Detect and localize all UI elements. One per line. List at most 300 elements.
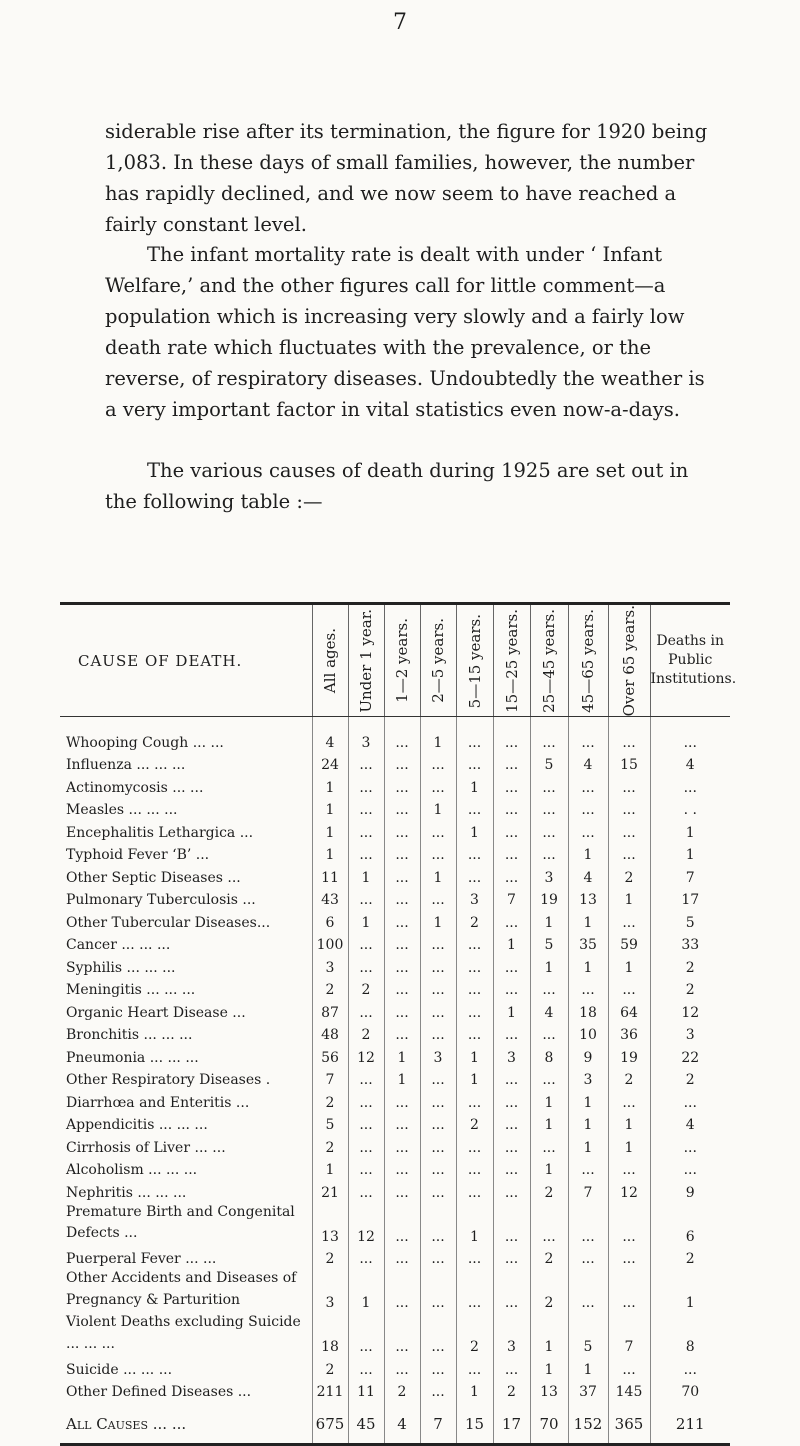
paragraph-1: siderable rise after its termination, the figure for 1920 being 1,083. In these days of small families, however, the number has rapidly declined, and we now seem to have reached a fairly constant level. <box>105 120 708 236</box>
value-cell: 2 <box>608 864 650 887</box>
table-row <box>60 1022 730 1045</box>
total-label: All Causes ... ... <box>60 1401 312 1444</box>
value-cell: 1 <box>456 1379 493 1402</box>
cause-cell: Suicide ... ... ... <box>66 1361 173 1378</box>
value-cell: 56 <box>312 1044 348 1067</box>
value-cell: ... <box>608 977 650 1000</box>
value-cell: ... <box>493 819 530 842</box>
value-cell: 2 <box>530 1246 568 1269</box>
value-cell: 6 <box>650 1202 730 1246</box>
value-cell: ... <box>493 842 530 865</box>
value-cell: 1 <box>650 819 730 842</box>
value-cell: 2 <box>530 1268 568 1312</box>
value-cell: ... <box>493 1246 530 1269</box>
value-cell: 1 <box>530 1089 568 1112</box>
total-cell: 4 <box>384 1401 420 1444</box>
value-cell: 2 <box>493 1379 530 1402</box>
value-cell: ... <box>384 887 420 910</box>
value-cell: ... <box>420 1134 456 1157</box>
column-header: 15—25 years. <box>493 604 530 717</box>
value-cell: 1 <box>568 954 608 977</box>
value-cell: ... <box>493 1179 530 1202</box>
value-cell: 24 <box>312 752 348 775</box>
value-cell: 18 <box>568 999 608 1022</box>
table-row <box>60 774 730 797</box>
table-body <box>60 717 730 1445</box>
table-row <box>60 977 730 1000</box>
value-cell: ... <box>608 797 650 820</box>
value-cell: ... <box>348 1157 384 1180</box>
value-cell: 145 <box>608 1379 650 1402</box>
value-cell: ... <box>348 774 384 797</box>
value-cell: 13 <box>530 1379 568 1402</box>
value-cell: ... <box>384 717 420 752</box>
table-row <box>60 1044 730 1067</box>
value-cell: 1 <box>420 797 456 820</box>
total-cell: 7 <box>420 1401 456 1444</box>
table-row <box>60 1356 730 1379</box>
table-row <box>60 1112 730 1135</box>
value-cell: ... <box>456 1022 493 1045</box>
value-cell: 1 <box>384 1067 420 1090</box>
value-cell: 1 <box>568 1134 608 1157</box>
value-cell: ... <box>420 932 456 955</box>
value-cell: 1 <box>312 1157 348 1180</box>
value-cell: ... <box>384 864 420 887</box>
value-cell: 17 <box>650 887 730 910</box>
value-cell: 1 <box>568 842 608 865</box>
value-cell: ... <box>493 797 530 820</box>
value-cell: 11 <box>312 864 348 887</box>
cause-cell: Violent Deaths excluding Suicide ... ... ... <box>66 1314 301 1352</box>
value-cell: ... <box>568 1268 608 1312</box>
value-cell: ... <box>420 954 456 977</box>
value-cell: 2 <box>650 1246 730 1269</box>
value-cell: 2 <box>348 977 384 1000</box>
table-row <box>60 819 730 842</box>
cause-cell: Other Tubercular Diseases... <box>66 914 271 931</box>
total-cell: 15 <box>456 1401 493 1444</box>
value-cell: ... <box>384 1179 420 1202</box>
value-cell: ... <box>420 819 456 842</box>
value-cell: ... <box>608 717 650 752</box>
value-cell: 1 <box>420 864 456 887</box>
value-cell: 48 <box>312 1022 348 1045</box>
value-cell: ... <box>493 1356 530 1379</box>
value-cell: 1 <box>530 1312 568 1356</box>
value-cell: 12 <box>608 1179 650 1202</box>
total-cell: 70 <box>530 1401 568 1444</box>
value-cell: ... <box>384 1022 420 1045</box>
value-cell: ... <box>348 1089 384 1112</box>
value-cell: 2 <box>650 1067 730 1090</box>
value-cell: ... <box>568 797 608 820</box>
column-header: 5—15 years. <box>456 604 493 717</box>
value-cell: ... <box>348 1246 384 1269</box>
table-row <box>60 717 730 752</box>
value-cell: 7 <box>568 1179 608 1202</box>
cause-cell: Nephritis ... ... ... <box>66 1184 187 1201</box>
value-cell: 33 <box>650 932 730 955</box>
value-cell: ... <box>420 1067 456 1090</box>
value-cell: ... <box>456 977 493 1000</box>
value-cell: 3 <box>312 1268 348 1312</box>
cause-cell: Diarrhœa and Enteritis ... <box>66 1094 250 1111</box>
value-cell: ... <box>608 1202 650 1246</box>
value-cell: 1 <box>456 1067 493 1090</box>
value-cell: ... <box>650 717 730 752</box>
value-cell: ... <box>530 1067 568 1090</box>
value-cell: 4 <box>650 752 730 775</box>
value-cell: ... <box>530 1022 568 1045</box>
value-cell: 2 <box>312 977 348 1000</box>
cause-cell: Other Septic Diseases ... <box>66 869 241 886</box>
value-cell: ... <box>530 977 568 1000</box>
value-cell: 1 <box>456 1044 493 1067</box>
value-cell: 100 <box>312 932 348 955</box>
cause-cell: Other Respiratory Diseases . <box>66 1072 271 1089</box>
value-cell: ... <box>384 752 420 775</box>
cause-cell: Encephalitis Lethargica ... <box>66 824 254 841</box>
paragraph-3: The various causes of death during 1925 are set out in the following table :— <box>105 459 689 513</box>
table-row <box>60 1246 730 1269</box>
value-cell: ... <box>530 842 568 865</box>
column-header: 2—5 years. <box>420 604 456 717</box>
value-cell: 1 <box>348 864 384 887</box>
table-row <box>60 842 730 865</box>
value-cell: 1 <box>456 819 493 842</box>
value-cell: ... <box>348 797 384 820</box>
table-row <box>60 1157 730 1180</box>
table-row <box>60 887 730 910</box>
value-cell: ... <box>568 774 608 797</box>
cause-cell: Cirrhosis of Liver ... ... <box>66 1139 226 1156</box>
cause-cell: Other Accidents and Diseases of Pregnancy & Parturition <box>66 1270 297 1308</box>
value-cell: ... <box>384 999 420 1022</box>
value-cell: 1 <box>608 954 650 977</box>
cause-cell: Pneumonia ... ... ... <box>66 1049 199 1066</box>
table-row <box>60 932 730 955</box>
value-cell: 5 <box>650 909 730 932</box>
value-cell: ... <box>456 999 493 1022</box>
value-cell: ... <box>493 1134 530 1157</box>
value-cell: 13 <box>312 1202 348 1246</box>
value-cell: ... <box>384 954 420 977</box>
value-cell: ... <box>530 797 568 820</box>
value-cell: 1 <box>568 1089 608 1112</box>
value-cell: ... <box>608 909 650 932</box>
value-cell: ... <box>384 842 420 865</box>
value-cell: ... <box>608 1356 650 1379</box>
value-cell: ... <box>456 842 493 865</box>
table-row <box>60 1268 730 1312</box>
value-cell: ... <box>384 819 420 842</box>
value-cell: ... <box>608 1157 650 1180</box>
value-cell: ... <box>608 774 650 797</box>
value-cell: 19 <box>530 887 568 910</box>
value-cell: ... <box>420 1356 456 1379</box>
cause-cell: Organic Heart Disease ... <box>66 1004 246 1021</box>
value-cell: ... <box>384 1312 420 1356</box>
value-cell: ... <box>608 1089 650 1112</box>
value-cell: 1 <box>530 954 568 977</box>
total-cell: 211 <box>650 1401 730 1444</box>
value-cell: 4 <box>650 1112 730 1135</box>
value-cell: 2 <box>608 1067 650 1090</box>
value-cell: ... <box>420 1202 456 1246</box>
value-cell: ... <box>384 932 420 955</box>
value-cell: 87 <box>312 999 348 1022</box>
value-cell: 1 <box>608 1134 650 1157</box>
value-cell: 3 <box>493 1312 530 1356</box>
cause-cell: Influenza ... ... ... <box>66 757 186 774</box>
value-cell: ... <box>384 1246 420 1269</box>
cause-cell: Alcoholism ... ... ... <box>66 1162 198 1179</box>
value-cell: ... <box>384 1356 420 1379</box>
value-cell: ... <box>420 1179 456 1202</box>
value-cell: ... <box>420 887 456 910</box>
value-cell: ... <box>456 954 493 977</box>
value-cell: 19 <box>608 1044 650 1067</box>
value-cell: ... <box>348 752 384 775</box>
value-cell: ... <box>456 1246 493 1269</box>
value-cell: 1 <box>530 1157 568 1180</box>
cause-cell: Typhoid Fever ‘B’ ... <box>66 847 210 864</box>
value-cell: ... <box>456 717 493 752</box>
value-cell: 12 <box>348 1202 384 1246</box>
value-cell: ... <box>384 1112 420 1135</box>
value-cell: ... <box>420 1089 456 1112</box>
value-cell: ... <box>456 932 493 955</box>
table-row <box>60 752 730 775</box>
value-cell: 211 <box>312 1379 348 1402</box>
value-cell: ... <box>493 1157 530 1180</box>
value-cell: ... <box>348 954 384 977</box>
value-cell: ... <box>456 1157 493 1180</box>
value-cell: 21 <box>312 1179 348 1202</box>
value-cell: 2 <box>456 1112 493 1135</box>
value-cell: 5 <box>312 1112 348 1135</box>
value-cell: ... <box>420 1312 456 1356</box>
value-cell: ... <box>530 819 568 842</box>
value-cell: 12 <box>650 999 730 1022</box>
value-cell: 1 <box>650 842 730 865</box>
value-cell: ... <box>493 1022 530 1045</box>
value-cell: ... <box>493 1067 530 1090</box>
value-cell: ... <box>568 717 608 752</box>
value-cell: ... <box>348 887 384 910</box>
value-cell: ... <box>493 864 530 887</box>
value-cell: 3 <box>420 1044 456 1067</box>
value-cell: ... <box>650 1134 730 1157</box>
value-cell: 1 <box>568 909 608 932</box>
value-cell: ... <box>420 842 456 865</box>
value-cell: 1 <box>608 887 650 910</box>
value-cell: ... <box>530 1134 568 1157</box>
value-cell: ... <box>493 977 530 1000</box>
value-cell: ... <box>608 819 650 842</box>
value-cell: ... <box>420 1246 456 1269</box>
table-row <box>60 999 730 1022</box>
cause-cell: Syphilis ... ... ... <box>66 959 176 976</box>
value-cell: ... <box>568 977 608 1000</box>
value-cell: 8 <box>650 1312 730 1356</box>
table-row <box>60 797 730 820</box>
value-cell: ... <box>420 999 456 1022</box>
value-cell: 1 <box>493 932 530 955</box>
column-header: 25—45 years. <box>530 604 568 717</box>
column-header-cause: CAUSE OF DEATH. <box>60 604 312 717</box>
value-cell: ... <box>384 774 420 797</box>
value-cell: ... <box>493 752 530 775</box>
total-cell: 675 <box>312 1401 348 1444</box>
value-cell: 1 <box>493 999 530 1022</box>
value-cell: 3 <box>568 1067 608 1090</box>
total-cell: 45 <box>348 1401 384 1444</box>
total-row <box>60 1401 730 1444</box>
value-cell: 18 <box>312 1312 348 1356</box>
value-cell: 35 <box>568 932 608 955</box>
value-cell: 3 <box>348 717 384 752</box>
value-cell: 1 <box>420 909 456 932</box>
value-cell: ... <box>348 1112 384 1135</box>
value-cell: 1 <box>650 1268 730 1312</box>
value-cell: ... <box>456 1268 493 1312</box>
value-cell: ... <box>348 1179 384 1202</box>
value-cell: ... <box>568 1246 608 1269</box>
value-cell: ... <box>384 1268 420 1312</box>
paragraph-2: The infant mortality rate is dealt with under ‘ Infant Welfare,’ and the other figures call for little comment—a population which is increasing very slowly and a fairly low death rate which fluctuates with the prevalence, or the reverse, of respiratory diseases. Undoubtedly the weather is a very important factor in vital statistics even now-a-days. <box>105 243 705 421</box>
value-cell: 59 <box>608 932 650 955</box>
value-cell: ... <box>384 1089 420 1112</box>
value-cell: ... <box>348 819 384 842</box>
value-cell: 9 <box>568 1044 608 1067</box>
value-cell: 8 <box>530 1044 568 1067</box>
value-cell: ... <box>493 909 530 932</box>
value-cell: 36 <box>608 1022 650 1045</box>
table-row <box>60 1379 730 1402</box>
cause-cell: Other Defined Diseases ... <box>66 1384 252 1401</box>
value-cell: ... <box>650 1356 730 1379</box>
cause-cell: Premature Birth and Congenital Defects ... <box>66 1203 295 1242</box>
cause-cell: Whooping Cough ... ... <box>66 734 224 751</box>
table-row <box>60 1067 730 1090</box>
value-cell: ... <box>384 797 420 820</box>
value-cell: 7 <box>608 1312 650 1356</box>
value-cell: ... <box>348 1067 384 1090</box>
cause-cell: Cancer ... ... ... <box>66 937 171 954</box>
value-cell: 70 <box>650 1379 730 1402</box>
value-cell: 2 <box>456 909 493 932</box>
value-cell: ... <box>348 999 384 1022</box>
column-header: 1—2 years. <box>384 604 420 717</box>
value-cell: ... <box>493 1268 530 1312</box>
value-cell: ... <box>348 932 384 955</box>
table-row <box>60 1312 730 1356</box>
value-cell: 1 <box>456 774 493 797</box>
value-cell: ... <box>348 842 384 865</box>
table-row <box>60 954 730 977</box>
cause-cell: Bronchitis ... ... ... <box>66 1027 193 1044</box>
value-cell: ... <box>493 954 530 977</box>
cause-cell: Pulmonary Tuberculosis ... <box>66 892 256 909</box>
column-header: Over 65 years. <box>608 604 650 717</box>
value-cell: 3 <box>493 1044 530 1067</box>
value-cell: 7 <box>312 1067 348 1090</box>
value-cell: 2 <box>312 1246 348 1269</box>
total-cell: 365 <box>608 1401 650 1444</box>
value-cell: 6 <box>312 909 348 932</box>
value-cell: 1 <box>312 797 348 820</box>
value-cell: 4 <box>530 999 568 1022</box>
table-row <box>60 1179 730 1202</box>
total-cell: 152 <box>568 1401 608 1444</box>
total-cell: 17 <box>493 1401 530 1444</box>
value-cell: 2 <box>456 1312 493 1356</box>
value-cell: 37 <box>568 1379 608 1402</box>
value-cell: ... <box>348 1356 384 1379</box>
value-cell: 3 <box>530 864 568 887</box>
value-cell: ... <box>650 774 730 797</box>
value-cell: 1 <box>420 717 456 752</box>
value-cell: 1 <box>530 1112 568 1135</box>
value-cell: ... <box>530 717 568 752</box>
value-cell: ... <box>348 1312 384 1356</box>
value-cell: 15 <box>608 752 650 775</box>
value-cell: ... <box>493 1112 530 1135</box>
value-cell: 9 <box>650 1179 730 1202</box>
value-cell: ... <box>493 774 530 797</box>
value-cell: ... <box>650 1157 730 1180</box>
value-cell: ... <box>420 1157 456 1180</box>
value-cell: ... <box>493 1089 530 1112</box>
value-cell: 1 <box>568 1356 608 1379</box>
value-cell: 1 <box>312 819 348 842</box>
column-header: 45—65 years. <box>568 604 608 717</box>
value-cell: ... <box>456 864 493 887</box>
value-cell: 5 <box>530 932 568 955</box>
value-cell: ... <box>456 1134 493 1157</box>
table-row <box>60 864 730 887</box>
column-header: Under 1 year. <box>348 604 384 717</box>
value-cell: ... <box>420 1022 456 1045</box>
value-cell: ... <box>568 1157 608 1180</box>
value-cell: ... <box>456 1356 493 1379</box>
value-cell: 22 <box>650 1044 730 1067</box>
value-cell: ... <box>420 752 456 775</box>
value-cell: 1 <box>568 1112 608 1135</box>
value-cell: ... <box>650 1089 730 1112</box>
value-cell: ... <box>384 1157 420 1180</box>
value-cell: 5 <box>568 1312 608 1356</box>
value-cell: 2 <box>312 1089 348 1112</box>
value-cell: ... <box>608 842 650 865</box>
value-cell: ... <box>456 752 493 775</box>
value-cell: 2 <box>650 977 730 1000</box>
value-cell: 11 <box>348 1379 384 1402</box>
cause-cell: Meningitis ... ... ... <box>66 982 196 999</box>
value-cell: 7 <box>650 864 730 887</box>
value-cell: 1 <box>530 909 568 932</box>
value-cell: 1 <box>348 909 384 932</box>
value-cell: ... <box>530 774 568 797</box>
value-cell: 5 <box>530 752 568 775</box>
table-row <box>60 1089 730 1112</box>
value-cell: ... <box>420 1112 456 1135</box>
table-row <box>60 909 730 932</box>
header-row <box>60 604 730 717</box>
cause-cell: Actinomycosis ... ... <box>66 779 204 796</box>
